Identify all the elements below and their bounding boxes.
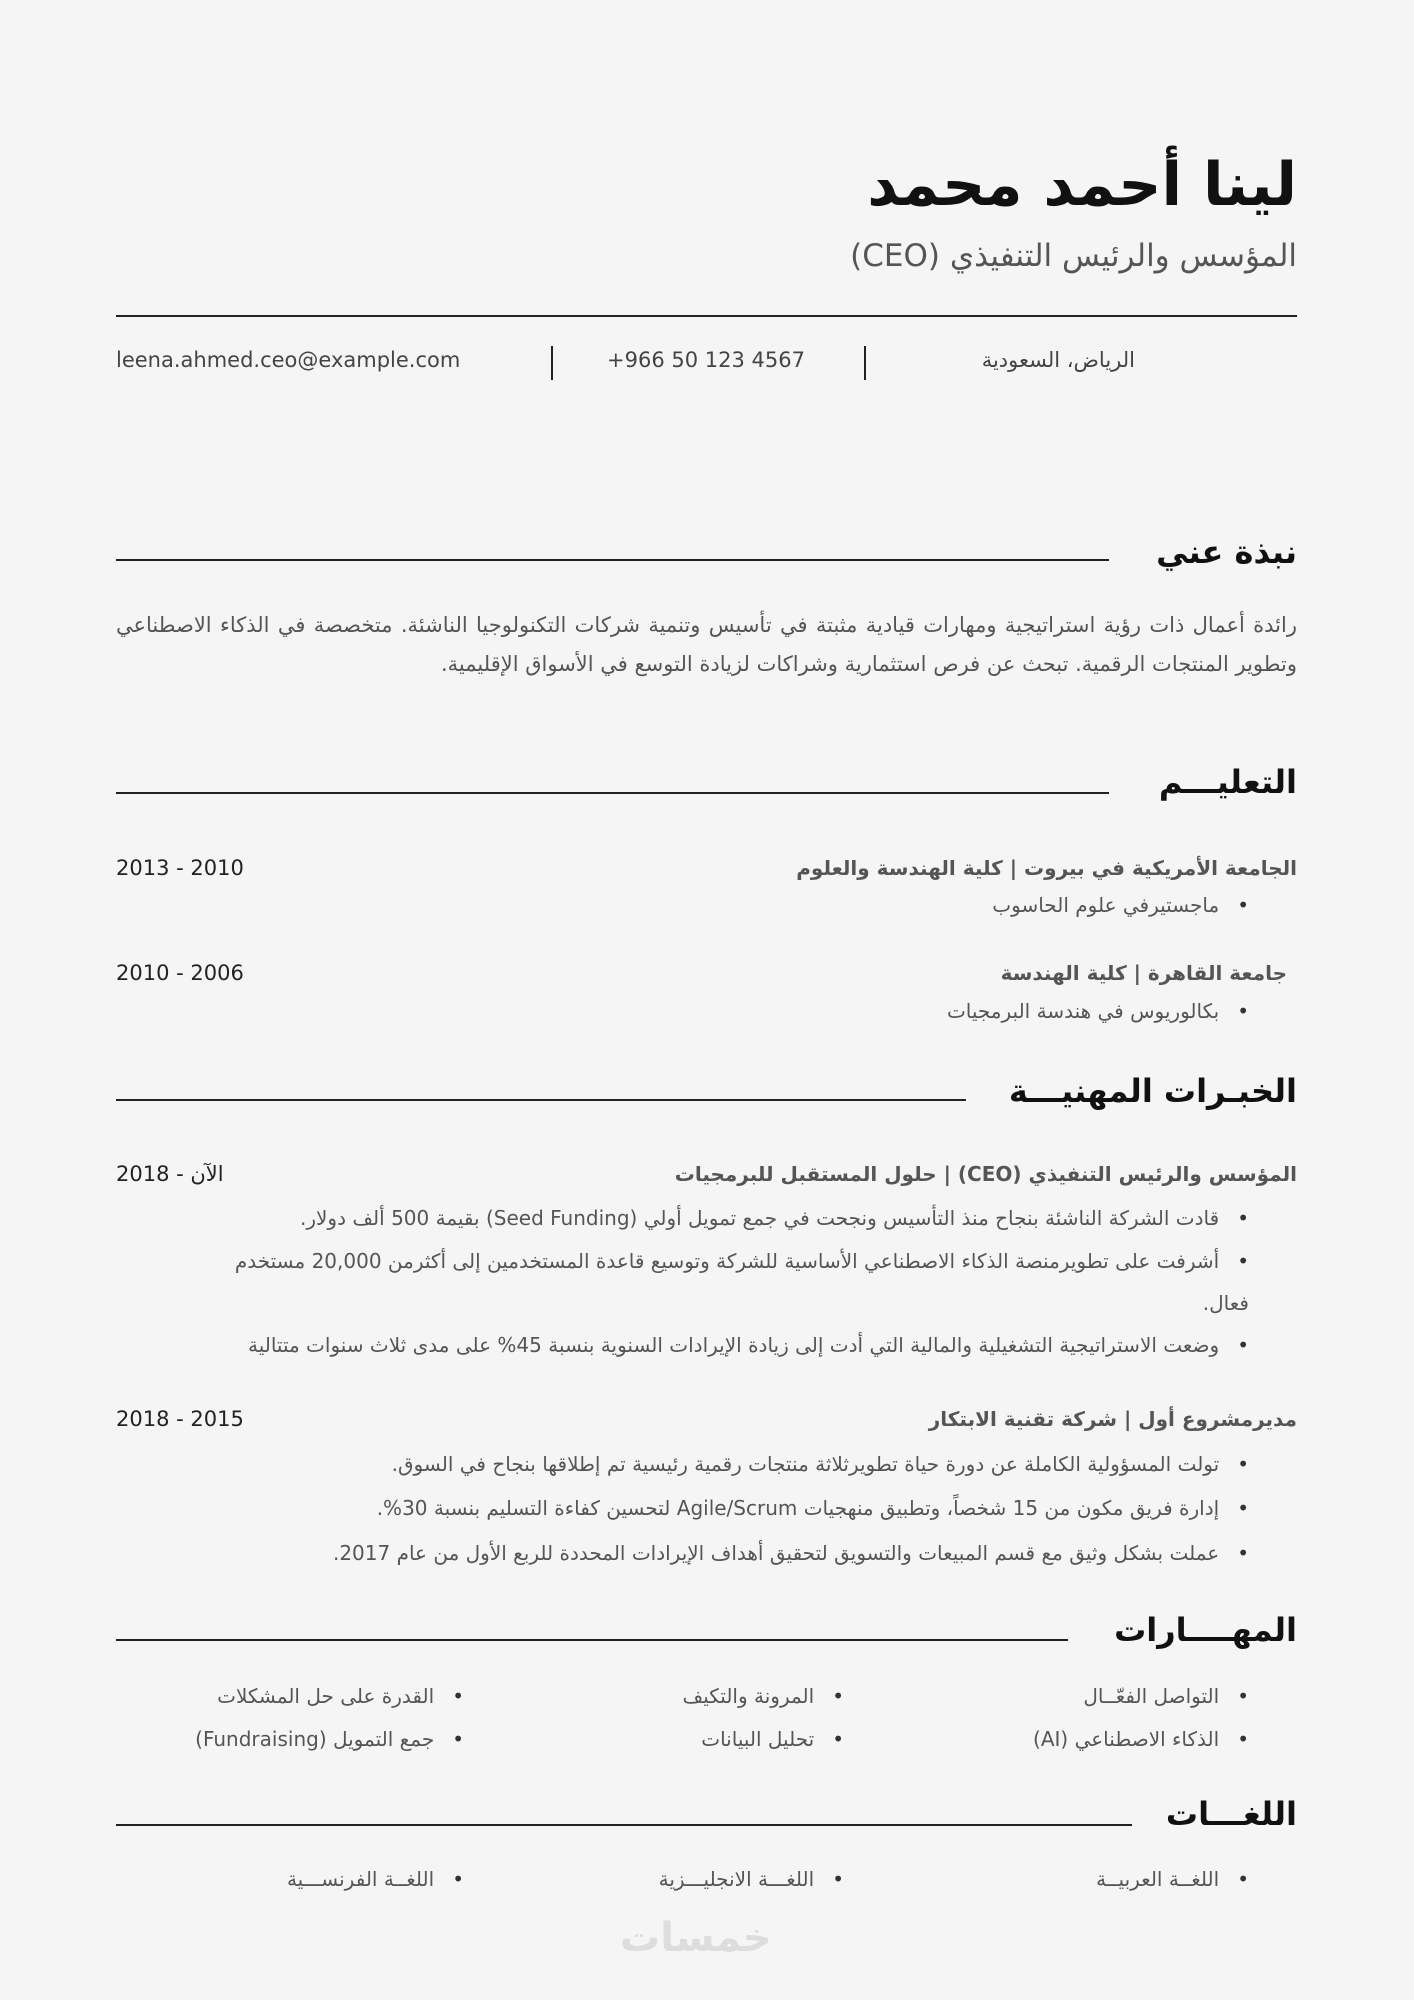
job-date: 2018 - الآن — [116, 1162, 224, 1186]
education-title: جامعة القاهرة | كلية الهندسة — [1000, 961, 1287, 985]
job-bullet: • عملت بشكل وثيق مع قسم المبيعات والتسويق لتحقيق أهداف الإيرادات المحددة للربع الأول من عام 2017. — [333, 1532, 1249, 1574]
languages-divider — [116, 1824, 1132, 1826]
experience-divider — [116, 1099, 966, 1101]
job-bullet: • وضعت الاستراتيجية التشغيلية والمالية التي أدت إلى زيادة الإيرادات السنوية بنسبة 45% على مدى ثلاث سنوات متتالية — [130, 1324, 1249, 1366]
contact-separator — [864, 346, 866, 380]
education-degree: • ماجستيرفي علوم الحاسوب — [992, 884, 1249, 926]
about-text: رائدة أعمال ذات رؤية استراتيجية ومهارات قيادية مثبتة في تأسيس وتنمية شركات التكنولوجيا الناشئة. متخصصة في الذكاء الاصطناعي وتطوير المنتجات الرقمية. تبحث عن فرص استثمارية وشراكات لزيادة التوسع في الأسواق الإقليمية. — [116, 613, 1297, 676]
education-degree: • بكالوريوس في هندسة البرمجيات — [947, 990, 1249, 1032]
language-item: • اللغــة العربيــة — [1096, 1858, 1249, 1900]
language-item: • اللغــة الفرنســـية — [287, 1858, 464, 1900]
education-divider — [116, 792, 1109, 794]
education-heading: التعليـــم — [1158, 763, 1297, 801]
contact-separator — [551, 346, 553, 380]
education-title: الجامعة الأمريكية في بيروت | كلية الهندسة والعلوم — [796, 856, 1297, 880]
skill-item: • جمع التمويل (Fundraising) — [195, 1718, 464, 1760]
experience-heading: الخبـرات المهنيـــة — [1008, 1072, 1297, 1110]
contact-location: الرياض، السعودية — [981, 348, 1135, 372]
job-bullet: • تولت المسؤولية الكاملة عن دورة حياة تطويرثلاثة منتجات رقمية رئيسية تم إطلاقها بنجاح في السوق. — [392, 1443, 1249, 1485]
job-title: المؤسس والرئيس التنفيذي (CEO) | حلول المستقبل للبرمجيات — [674, 1162, 1297, 1186]
candidate-title: المؤسس والرئيس التنفيذي (CEO) — [850, 238, 1297, 274]
skills-divider — [116, 1639, 1068, 1641]
skill-item: • تحليل البيانات — [701, 1718, 844, 1760]
skill-item: • التواصل الفعّــال — [1083, 1675, 1249, 1717]
about-divider — [116, 559, 1109, 561]
header-divider — [116, 315, 1297, 317]
contact-email[interactable]: leena.ahmed.ceo@example.com — [116, 348, 461, 372]
job-bullet: • إدارة فريق مكون من 15 شخصاً، وتطبيق منهجيات Agile/Scrum لتحسين كفاءة التسليم بنسبة 30%. — [377, 1487, 1249, 1529]
skills-heading: المهــــارات — [1114, 1611, 1297, 1649]
job-title: مديرمشروع أول | شركة تقنية الابتكار — [928, 1407, 1297, 1431]
skill-item: • المرونة والتكيف — [683, 1675, 844, 1717]
watermark-logo: خمسات — [620, 1915, 772, 1961]
job-bullet: • قادت الشركة الناشئة بنجاح منذ التأسيس ونجحت في جمع تمويل أولي (Seed Funding) بقيمة 500 ألف دولار. — [130, 1197, 1249, 1239]
education-date: 2013 - 2010 — [116, 856, 244, 880]
skill-item: • القدرة على حل المشكلات — [217, 1675, 464, 1717]
job-bullet: • أشرفت على تطويرمنصة الذكاء الاصطناعي الأساسية للشركة وتوسيع قاعدة المستخدمين إلى أكثرمن 20,000 مستخدم فعال. — [215, 1240, 1249, 1324]
candidate-name: لينا أحمد محمد — [867, 150, 1297, 220]
skill-item: • الذكاء الاصطناعي (AI) — [1033, 1718, 1249, 1760]
about-heading: نبذة عني — [1156, 533, 1297, 571]
language-item: • اللغـــة الانجليـــزية — [659, 1858, 844, 1900]
languages-heading: اللغـــات — [1165, 1795, 1297, 1833]
education-date: 2010 - 2006 — [116, 961, 244, 985]
contact-phone[interactable]: +966 50 123 4567 — [607, 348, 805, 372]
job-date: 2018 - 2015 — [116, 1407, 244, 1431]
